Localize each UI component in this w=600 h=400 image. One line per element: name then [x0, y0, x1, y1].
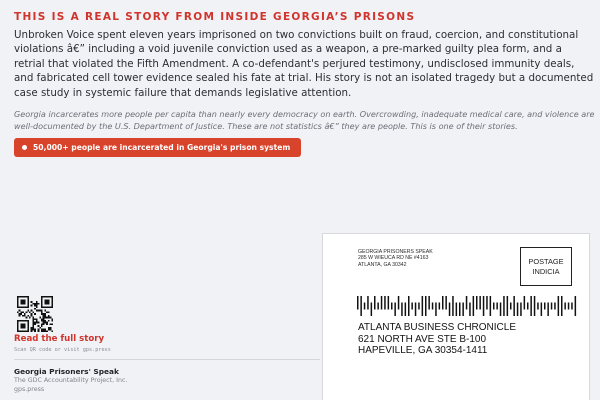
read-story-link[interactable]: Read the full story: [14, 334, 105, 344]
context-note: Georgia incarcerates more people per capita than nearly every democracy on earth. Overcrowding, inadequate medical care, and violence are well-documented by the U.S. Department of Justice. These are not statistics â€” they are people. This is one of their stories.: [14, 109, 595, 132]
stat-badge: [14, 138, 301, 157]
return-address-line: 285 W WIEUCA RD NE #4163: [358, 255, 429, 262]
mailing-panel: [322, 233, 590, 400]
postage-label: POSTAGE: [528, 256, 564, 266]
recipient-line: ATLANTA BUSINESS CHRONICLE: [358, 322, 516, 333]
org-subtitle: The GDC Accountability Project, Inc.: [14, 377, 128, 384]
org-name: Georgia Prisoners' Speak: [14, 367, 119, 376]
return-address: [358, 249, 433, 268]
postal-barcode: [357, 296, 579, 316]
recipient-address: [358, 322, 516, 357]
stat-badge-label: 50,000+ people are incarcerated in Georgia's prison system: [33, 143, 291, 152]
return-address-line: ATLANTA, GA 30342: [358, 261, 407, 268]
qr-code-icon[interactable]: [17, 296, 53, 332]
recipient-line: HAPEVILLE, GA 30354-1411: [358, 345, 488, 356]
postage-indicia: [520, 247, 572, 286]
indicia-label: INDICIA: [532, 266, 560, 276]
recipient-line: 621 NORTH AVE STE B-100: [358, 333, 487, 345]
story-eyebrow: THIS IS A REAL STORY FROM INSIDE GEORGIA’S PRISONS: [14, 11, 416, 23]
cta-subtext: Scan QR code or visit gps.press: [14, 347, 111, 353]
org-url: gps.press: [14, 386, 45, 393]
story-summary: Unbroken Voice spent eleven years imprisoned on two convictions built on fraud, coercion, and constitutional violations â€” including a void juvenile conviction used as a weapon, a pre-marked guilty plea form, and a retrial that violated the Fifth Amendment. A co-defendant's perjured testimony, undisclosed immunity deals, and fabricated cell tower evidence sealed his fate at trial. His story is not an isolated tragedy but a documented case study in systemic failure that demands legislative attention.: [14, 29, 594, 99]
return-address-line: GEORGIA PRISONERS SPEAK: [358, 249, 433, 255]
footer-divider: [14, 359, 320, 360]
dot-icon: [22, 145, 27, 150]
